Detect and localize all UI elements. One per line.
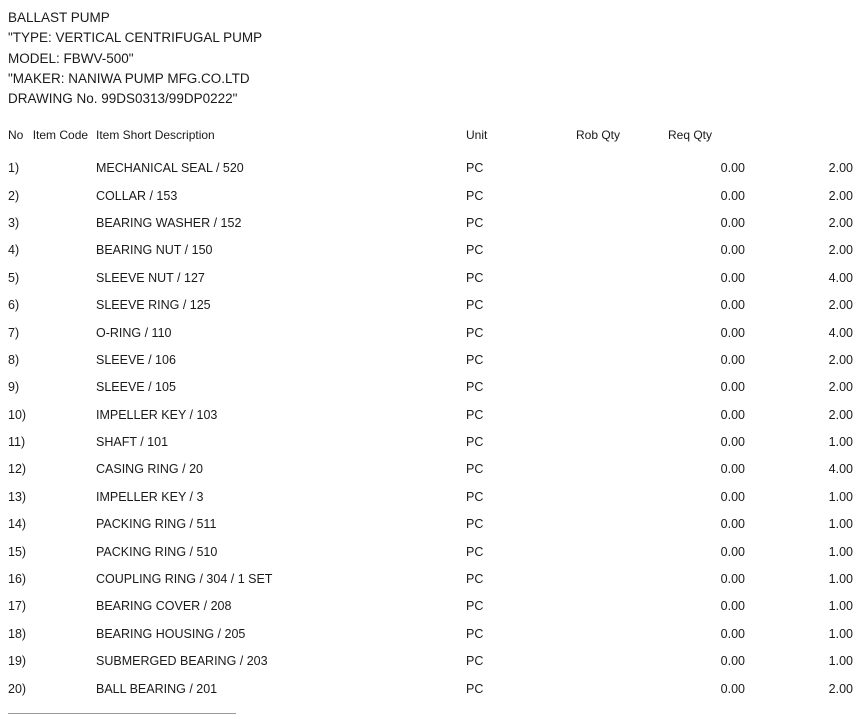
cell-no: 8) [8,352,20,367]
cell-req-qty: 0.00 [720,435,745,450]
cell-description: IMPELLER KEY / 103 [96,407,218,422]
cell-unit: PC [466,681,484,696]
cell-description: SLEEVE NUT / 127 [96,270,205,285]
cell-req-qty: 0.00 [720,380,745,395]
cell-no: 19) [8,654,27,669]
cell-qty: 1.00 [828,517,853,532]
cell-description: SUBMERGED BEARING / 203 [96,654,268,669]
cell-req-qty: 0.00 [720,517,745,532]
cell-req-qty: 0.00 [720,352,745,367]
cell-qty: 1.00 [828,572,853,587]
column-header-qty-value [745,128,853,154]
document-header [0,0,861,109]
cell-no: 1) [8,161,20,176]
cell-req-qty: 0.00 [720,215,745,230]
cell-qty: 1.00 [828,654,853,669]
cell-rob-qty [576,291,668,318]
cell-unit: PC [466,215,484,230]
cell-rob-qty [576,593,668,620]
cell-req-qty: 0.00 [720,489,745,504]
cell-no: 18) [8,626,27,641]
cell-no: 13) [8,489,27,504]
cell-unit: PC [466,599,484,614]
cell-req-qty: 0.00 [720,407,745,422]
column-header-unit: Unit [466,128,488,143]
cell-no: 14) [8,517,27,532]
cell-description: MECHANICAL SEAL / 520 [96,161,244,176]
cell-rob-qty [576,209,668,236]
table-row [8,648,853,675]
cell-description: PACKING RING / 510 [96,544,218,559]
cell-rob-qty [576,565,668,592]
cell-req-qty: 0.00 [720,462,745,477]
cell-req-qty: 0.00 [720,298,745,313]
cell-rob-qty [576,648,668,675]
cell-no: 5) [8,270,20,285]
cell-no: 7) [8,325,20,340]
cell-rob-qty [576,675,668,702]
cell-rob-qty [576,154,668,181]
cell-unit: PC [466,544,484,559]
cell-description: BEARING COVER / 208 [96,599,232,614]
table-header-row [8,128,853,154]
cell-rob-qty [576,428,668,455]
items-table-wrapper [0,128,861,702]
cell-req-qty: 0.00 [720,325,745,340]
table-row [8,675,853,702]
cell-description: BEARING WASHER / 152 [96,215,242,230]
page-bottom-divider [8,713,236,714]
column-header-description: Item Short Description [96,128,215,143]
cell-no: 17) [8,599,27,614]
cell-no: 6) [8,298,20,313]
cell-qty: 2.00 [828,188,853,203]
table-row [8,428,853,455]
cell-unit: PC [466,407,484,422]
table-row [8,620,853,647]
cell-qty: 1.00 [828,599,853,614]
cell-req-qty: 0.00 [720,599,745,614]
table-row [8,456,853,483]
header-line-maker: "MAKER: NANIWA PUMP MFG.CO.LTD [8,70,250,86]
cell-unit: PC [466,352,484,367]
cell-no: 12) [8,462,27,477]
table-row [8,346,853,373]
table-row [8,401,853,428]
cell-description: SLEEVE RING / 125 [96,298,211,313]
cell-qty: 2.00 [828,215,853,230]
cell-rob-qty [576,538,668,565]
table-row [8,291,853,318]
cell-req-qty: 0.00 [720,572,745,587]
cell-qty: 2.00 [828,352,853,367]
cell-description: SLEEVE / 106 [96,352,176,367]
column-header-item-code: Item Code [32,128,89,143]
table-row [8,154,853,181]
cell-unit: PC [466,517,484,532]
table-row [8,565,853,592]
table-row [8,264,853,291]
table-row [8,538,853,565]
cell-req-qty: 0.00 [720,188,745,203]
cell-description: SLEEVE / 105 [96,380,176,395]
cell-rob-qty [576,237,668,264]
cell-unit: PC [466,243,484,258]
table-row [8,209,853,236]
cell-rob-qty [576,401,668,428]
cell-description: COUPLING RING / 304 / 1 SET [96,572,273,587]
cell-description: BEARING HOUSING / 205 [96,626,246,641]
cell-rob-qty [576,374,668,401]
cell-rob-qty [576,511,668,538]
cell-qty: 2.00 [828,681,853,696]
header-line-model: MODEL: FBWV-500" [8,50,134,66]
cell-unit: PC [466,380,484,395]
cell-description: PACKING RING / 511 [96,517,217,532]
cell-description: IMPELLER KEY / 3 [96,489,204,504]
table-row [8,483,853,510]
cell-unit: PC [466,462,484,477]
table-row [8,319,853,346]
header-line-title: BALLAST PUMP [8,10,110,25]
cell-rob-qty [576,346,668,373]
cell-no: 3) [8,215,20,230]
items-table-body [8,154,853,702]
cell-description: BEARING NUT / 150 [96,243,213,258]
table-row [8,593,853,620]
cell-no: 10) [8,407,27,422]
column-header-no: No [8,128,24,143]
cell-no: 11) [8,435,26,450]
header-line-drawing: DRAWING No. 99DS0313/99DP0222" [8,91,238,107]
cell-rob-qty [576,319,668,346]
cell-qty: 2.00 [828,161,853,176]
cell-req-qty: 0.00 [720,681,745,696]
cell-rob-qty [576,483,668,510]
cell-unit: PC [466,188,484,203]
cell-description: O-RING / 110 [96,325,172,340]
cell-description: BALL BEARING / 201 [96,681,218,696]
cell-rob-qty [576,264,668,291]
cell-no: 16) [8,572,27,587]
cell-req-qty: 0.00 [720,161,745,176]
cell-no: 2) [8,188,20,203]
table-row [8,511,853,538]
cell-description: SHAFT / 101 [96,435,169,450]
items-table [8,128,853,702]
cell-qty: 1.00 [828,626,853,641]
cell-qty: 1.00 [828,435,853,450]
cell-unit: PC [466,572,484,587]
cell-description: COLLAR / 153 [96,188,178,203]
cell-unit: PC [466,161,484,176]
cell-unit: PC [466,270,484,285]
cell-qty: 1.00 [828,489,853,504]
cell-qty: 4.00 [828,270,853,285]
cell-unit: PC [466,435,484,450]
table-row [8,374,853,401]
cell-no: 15) [8,544,27,559]
cell-unit: PC [466,654,484,669]
cell-unit: PC [466,489,484,504]
cell-qty: 2.00 [828,298,853,313]
column-header-rob-qty: Rob Qty [576,128,621,143]
table-row [8,182,853,209]
cell-no: 20) [8,681,27,696]
cell-qty: 1.00 [828,544,853,559]
table-row [8,237,853,264]
cell-unit: PC [466,298,484,313]
cell-qty: 2.00 [828,407,853,422]
cell-req-qty: 0.00 [720,243,745,258]
cell-qty: 4.00 [828,325,853,340]
cell-qty: 2.00 [828,380,853,395]
cell-no: 4) [8,243,20,258]
cell-req-qty: 0.00 [720,654,745,669]
cell-no: 9) [8,380,20,395]
cell-req-qty: 0.00 [720,270,745,285]
cell-req-qty: 0.00 [720,626,745,641]
column-header-no-item-code [8,128,96,154]
cell-unit: PC [466,325,484,340]
cell-req-qty: 0.00 [720,544,745,559]
cell-qty: 4.00 [828,462,853,477]
cell-description: CASING RING / 20 [96,462,203,477]
column-header-req-qty: Req Qty [668,128,713,143]
cell-qty: 2.00 [828,243,853,258]
items-table-head [8,128,853,154]
header-line-type: "TYPE: VERTICAL CENTRIFUGAL PUMP [8,30,263,46]
cell-rob-qty [576,456,668,483]
cell-rob-qty [576,620,668,647]
cell-rob-qty [576,182,668,209]
cell-unit: PC [466,626,484,641]
